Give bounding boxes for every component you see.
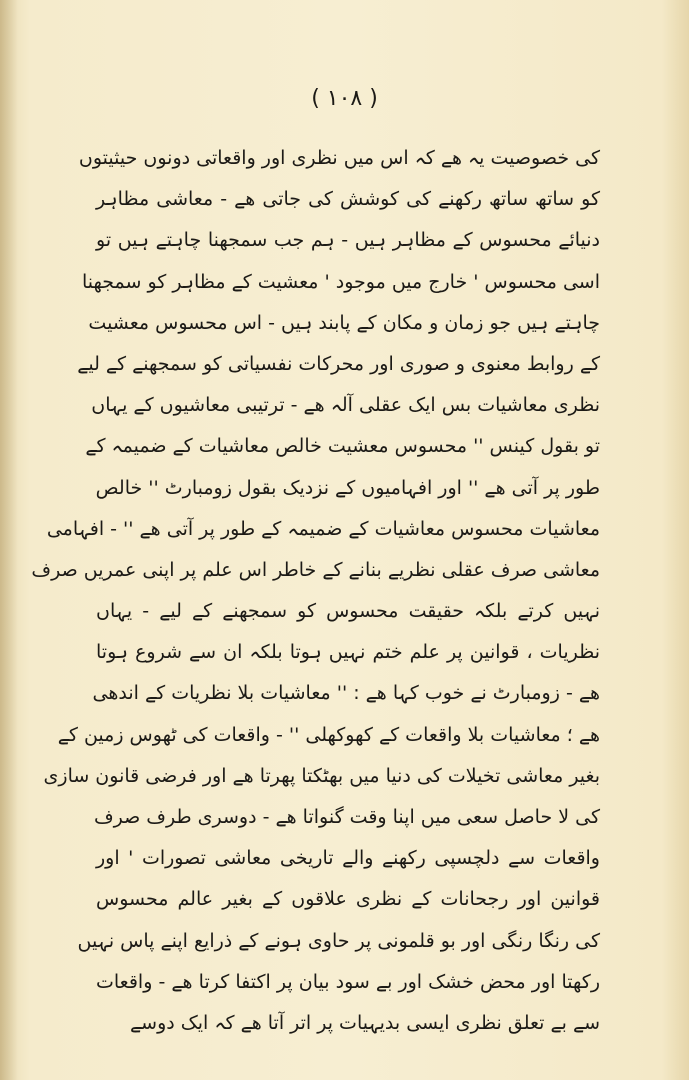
- text-line: دنیائے محسوس کے مظاہر ہیں - ہم جب سمجھنا چاہتے ہیں تو: [96, 229, 600, 252]
- text-line: تو بقول کینس '' محسوس معشیت خالص معاشیات کے ضمیمہ کے: [85, 435, 600, 458]
- text-line: نظریات ، قوانین پر علم ختم نہیں ہوتا بلکہ ان سے شروع ہوتا: [96, 641, 600, 664]
- text-line: کے روابط معنوی و صوری اور محرکات نفسیاتی کو سمجھنے کے لیے: [77, 352, 600, 375]
- text-line: بغیر معاشی تخیلات کی دنیا میں بھٹکتا پھرتا ھے اور فرضی قانون سازی: [43, 764, 600, 787]
- text-line: ھے - زومبارٹ نے خوب کہا ھے : '' معاشیات بلا نظریات کے اندھی: [92, 682, 600, 705]
- text-line: نظری معاشیات بس ایک عقلی آلہ ھے - ترتیبی معاشیوں کے یہاں: [91, 394, 600, 417]
- text-line: ھے ؛ معاشیات بلا واقعات کے کھوکھلی '' - واقعات کی ٹھوس زمین کے: [57, 723, 600, 746]
- text-line: واقعات سے دلچسپی رکھنے والے تاریخی معاشی تصورات ' اور: [96, 847, 600, 870]
- text-line: نہیں کرتے بلکہ حقیقت محسوس کو سمجھنے کے لیے - یہاں: [96, 600, 600, 623]
- text-line: سے بے تعلق نظری ایسی بدیہیات پر اتر آتا ھے کہ ایک دوسے: [130, 1011, 600, 1034]
- text-line: چاہتے ہیں جو زمان و مکان کے پابند ہیں - اس محسوس معشیت: [88, 311, 600, 334]
- text-line: معاشی صرف عقلی نظریے بنانے کے خاطر اس علم پر اپنی عمریں صرف: [31, 558, 600, 581]
- text-line: طور پر آتی ھے '' اور افہامیوں کے نزدیک بقول زومبارٹ '' خالص: [95, 476, 600, 499]
- text-line: معاشیات محسوس معاشیات کے ضمیمہ کے طور پر آتی ھے '' - افہامی: [46, 517, 600, 540]
- page-number: ( ۱۰۸ ): [311, 86, 378, 111]
- text-line: کی خصوصیت یہ ھے کہ اس میں نظری اور واقعاتی دونوں حیثیتوں: [78, 147, 600, 169]
- text-line: رکھتا اور محض خشک اور بے سود بیان پر اکتفا کرتا ھے - واقعات: [96, 970, 600, 993]
- text-line: کو ساتھ ساتھ رکھنے کی کوشش کی جاتی ھے - معاشی مظاہر: [96, 188, 600, 211]
- body-text: [31, 138, 600, 1044]
- page-spine-shadow: [0, 0, 18, 1080]
- text-line: کی رنگا رنگی اور بو قلمونی پر حاوی ہونے کے ذرایع اپنے پاس نہیں: [77, 929, 600, 952]
- text-line: قوانین اور رجحانات کے نظری علاقوں کے بغیر عالم محسوس: [96, 888, 600, 911]
- text-line: اسی محسوس ' خارج میں موجود ' معشیت کے مظاہر کو سمجھنا: [81, 270, 600, 293]
- text-line: کی لا حاصل سعی میں اپنا وقت گنواتا ھے - دوسری طرف صرف: [93, 806, 600, 828]
